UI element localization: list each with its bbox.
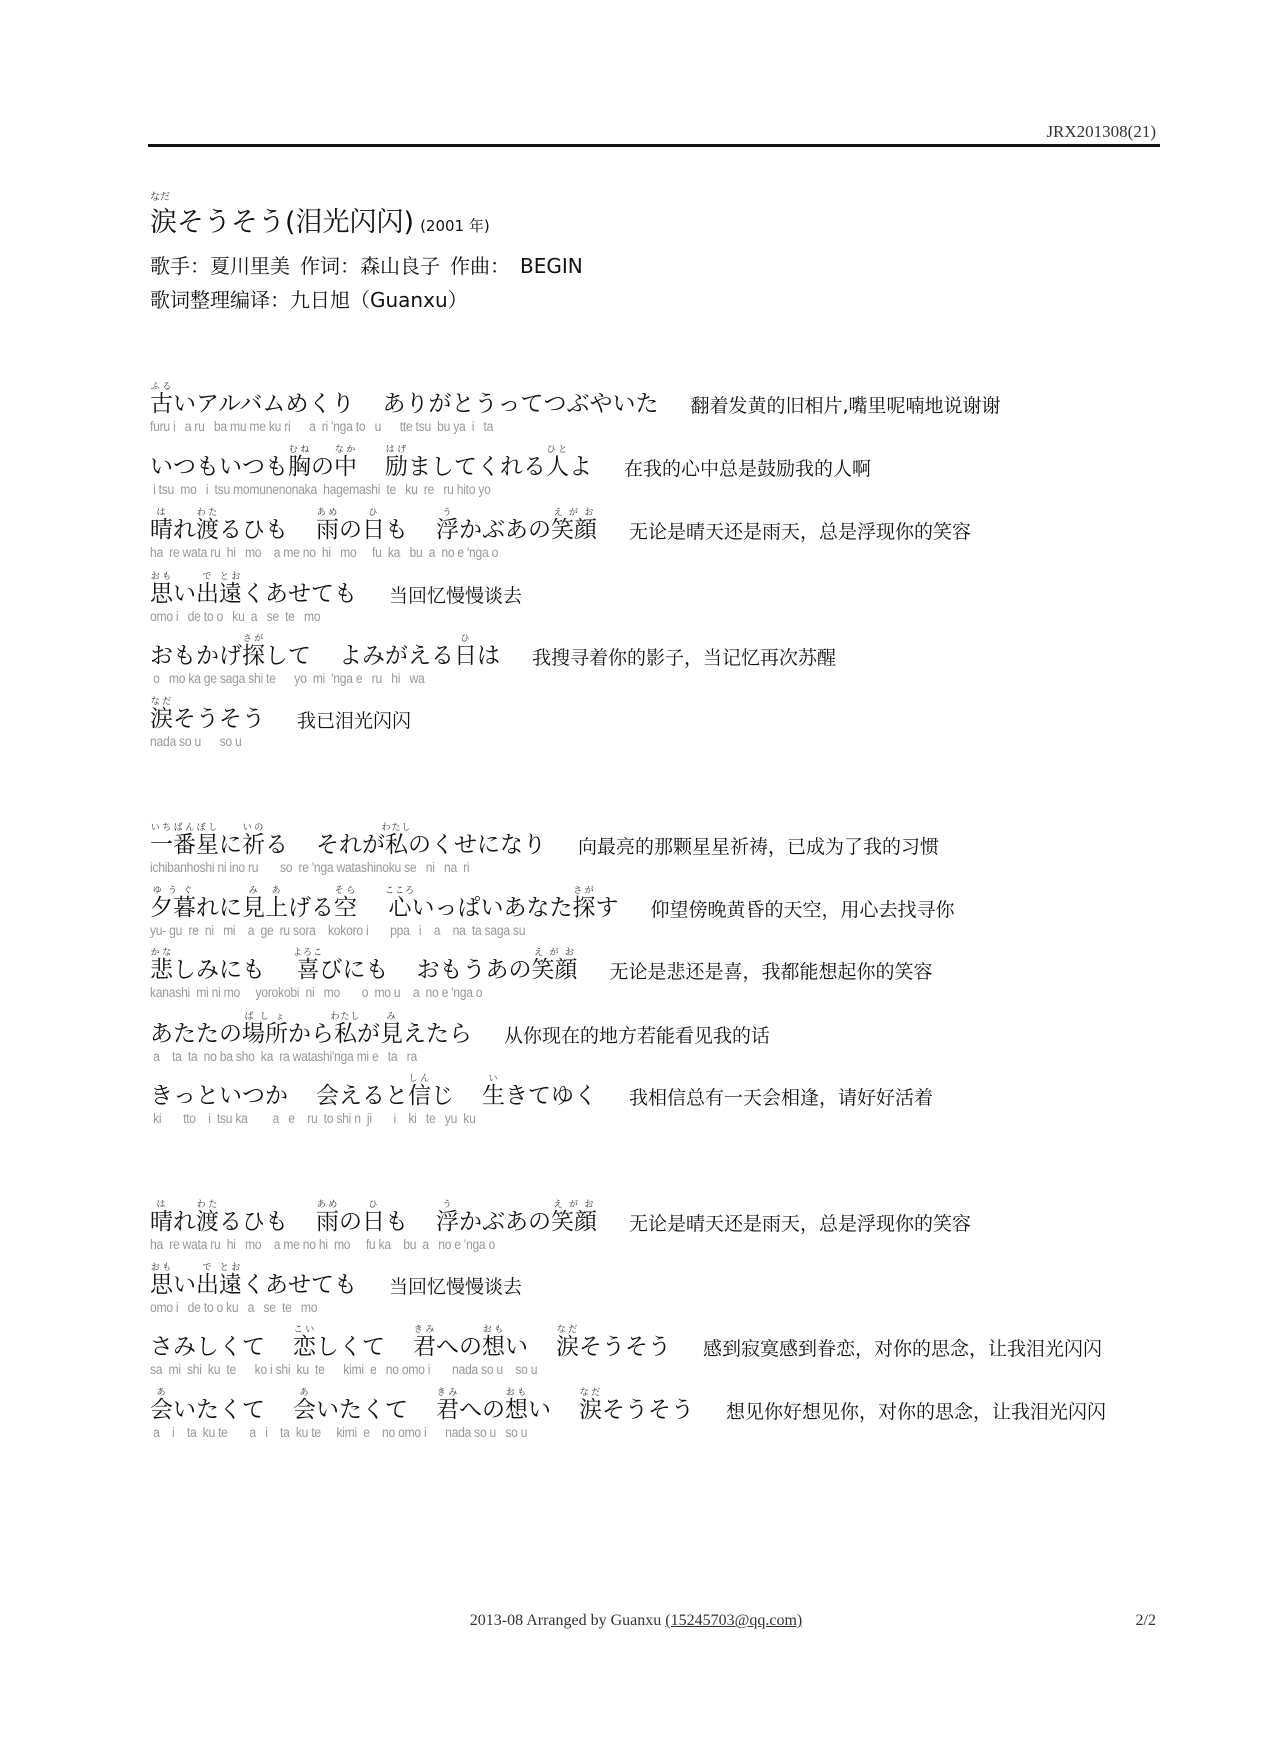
furigana: ひ: [362, 1200, 385, 1210]
kana-text: への: [459, 1397, 505, 1423]
kana-text: の: [339, 517, 362, 543]
lyric-phrase: [150, 1077, 288, 1110]
kana-text: びにも: [319, 957, 389, 983]
kanji-with-furigana: 見上みあ: [242, 886, 288, 921]
lyric-line: [150, 1196, 971, 1260]
kanji-with-furigana: 心こころ: [385, 886, 416, 921]
japanese-lyric: [150, 504, 971, 544]
lyric-phrase: [316, 823, 546, 859]
kana-text: に: [219, 832, 242, 858]
lyric-phrase: [417, 948, 578, 984]
lyric-phrase: [293, 1388, 408, 1424]
furigana: う: [436, 1200, 459, 1210]
japanese-lyric: [150, 1321, 1102, 1361]
furigana: よろこ: [293, 948, 324, 958]
kana-text: きてゆく: [505, 1083, 597, 1109]
kanji-with-furigana: 日ひ: [362, 508, 385, 543]
furigana: おも: [505, 1388, 528, 1398]
furigana: なだ: [556, 1325, 579, 1335]
furigana: きみ: [413, 1325, 436, 1335]
kanji-with-furigana: 君きみ: [436, 1388, 459, 1423]
kanji-with-furigana: 涙なだ: [579, 1388, 602, 1423]
kanji-with-furigana: 恋こい: [293, 1325, 316, 1360]
kana-text: れに: [196, 895, 242, 921]
kanji-with-furigana: 想おも: [482, 1325, 505, 1360]
furigana: むね: [288, 445, 311, 455]
lyric-phrase: [482, 1074, 597, 1110]
furigana: はげ: [385, 445, 408, 455]
chinese-translation: 无论是晴天还是雨天，总是浮现你的笑容: [629, 521, 972, 543]
kana-text: いたくて: [173, 1397, 265, 1423]
lyric-line: [150, 568, 522, 632]
kanji-with-furigana: 見み: [380, 1012, 403, 1047]
lyric-phrase: [385, 886, 619, 922]
kana-text: くあせても: [242, 1272, 357, 1298]
song-title: 涙そうそう(泪光闪闪): [150, 207, 415, 238]
furigana: こい: [293, 1325, 316, 1335]
kanji-with-furigana: 探さが: [572, 886, 596, 921]
furigana: さが: [242, 634, 265, 644]
furigana: こころ: [385, 886, 416, 896]
lyric-phrase: [413, 1325, 528, 1361]
kanji-with-furigana: 場所ばしょ: [242, 1012, 288, 1047]
kanji-with-furigana: 信しん: [408, 1074, 431, 1109]
kanji-with-furigana: 空そら: [334, 886, 357, 921]
kanji-with-furigana: 日ひ: [362, 1200, 385, 1235]
kana-text: れ: [173, 517, 196, 543]
lyric-line: [150, 882, 955, 946]
kanji-with-furigana: 思おも: [150, 572, 173, 607]
kana-text: も: [385, 517, 408, 543]
kanji-with-furigana: 想おも: [505, 1388, 528, 1423]
romaji: ha re wata ru hi mo a me no hi mo fu ka bu a no e 'nga o: [150, 1237, 496, 1252]
japanese-lyric: [150, 378, 1001, 418]
chinese-translation: 无论是悲还是喜，我都能想起你的笑容: [609, 961, 933, 983]
japanese-lyric: [150, 441, 871, 481]
kana-text: じ: [431, 1083, 454, 1109]
kanji-with-furigana: 日ひ: [454, 634, 477, 669]
furigana: とお: [219, 572, 242, 582]
chinese-translation: 仰望傍晚黄昏的天空，用心去找寻你: [650, 899, 955, 921]
japanese-lyric: [150, 1384, 1106, 1424]
kanji-with-furigana: 胸むね: [288, 445, 311, 480]
singer: 歌手：夏川里美: [150, 254, 290, 278]
lyric-line: [150, 944, 933, 1008]
document-id: JRX201308(21): [1046, 122, 1156, 141]
kanji-with-furigana: 笑顔えがお: [531, 948, 578, 983]
chinese-translation: 在我的心中总是鼓励我的人啊: [624, 458, 872, 480]
kanji-with-furigana: 遠とお: [219, 1263, 242, 1298]
furigana: おも: [150, 1263, 173, 1273]
kanji-with-furigana: 渡わた: [196, 1200, 219, 1235]
lyric-line: [150, 504, 971, 568]
lyric-phrase: [436, 1388, 551, 1424]
japanese-lyric: [150, 568, 522, 608]
kanji-with-furigana: 夕暮ゆうぐ: [150, 886, 196, 921]
lyric-phrase: [316, 1074, 454, 1110]
furigana: み: [380, 1012, 403, 1022]
lyric-phrase: [150, 886, 357, 922]
kanji-with-furigana: 悲かな: [150, 948, 173, 983]
chinese-translation: 我相信总有一天会相逢，请好好活着: [629, 1087, 934, 1109]
furigana: あめ: [316, 1200, 339, 1210]
lyric-phrase: [150, 948, 265, 984]
kanji-with-furigana: 古ふる: [150, 382, 173, 417]
furigana: えがお: [531, 948, 578, 958]
furigana: い: [482, 1074, 505, 1084]
japanese-lyric: [150, 693, 411, 733]
chinese-translation: 无论是晴天还是雨天，总是浮现你的笑容: [629, 1213, 972, 1235]
kanji-with-furigana: 一番星いちばんぼし: [150, 823, 219, 858]
kana-text: の: [339, 1209, 362, 1235]
furigana: なだ: [150, 697, 173, 707]
furigana: みあ: [242, 886, 288, 896]
kanji-with-furigana: 浮う: [436, 508, 459, 543]
romaji: ki tto i tsu ka a e ru to shi n ji i ki te yu ku: [150, 1111, 476, 1126]
kanji-with-furigana: 出で: [196, 572, 219, 607]
lyric-line: [150, 1259, 522, 1323]
lyric-phrase: [293, 948, 389, 984]
kana-text: る: [265, 832, 288, 858]
lyric-phrase: [150, 634, 311, 670]
kanji-with-furigana: 人ひと: [546, 445, 569, 480]
furigana: わたし: [330, 1012, 361, 1022]
kana-text: るひも: [219, 1209, 288, 1235]
page-number: 2/2: [1135, 1612, 1156, 1629]
romaji: i tsu mo i tsu momunenonaka hagemashi te ku re ru hito yo: [150, 482, 491, 497]
footer-text: 2013-08 Arranged by Guanxu: [469, 1612, 666, 1629]
furigana: わたし: [381, 823, 412, 833]
lyric-phrase: [556, 1325, 671, 1361]
kanji-with-furigana: 笑顔えがお: [551, 508, 597, 543]
kana-text: いつもいつも: [150, 454, 288, 480]
furigana: は: [150, 508, 173, 518]
lyric-phrase: [150, 572, 357, 608]
kanji-with-furigana: 晴は: [150, 508, 173, 543]
furigana: おも: [482, 1325, 505, 1335]
kana-text: す: [595, 895, 619, 921]
lyric-phrase: [150, 382, 354, 418]
lyric-line: [150, 630, 836, 694]
romaji: ha re wata ru hi mo a me no hi mo fu ka bu a no e 'nga o: [150, 545, 499, 560]
kana-text: いたくて: [316, 1397, 408, 1423]
furigana: ひと: [546, 445, 569, 455]
kana-text: きっといつか: [150, 1083, 288, 1109]
furigana: えがお: [551, 508, 597, 518]
romaji: furu i a ru ba mu me ku ri a ri 'nga to u tte tsu bu ya i ta: [150, 419, 494, 434]
kana-text: 会えると: [316, 1083, 408, 1109]
furigana: えがお: [551, 1200, 597, 1210]
furigana: で: [196, 572, 219, 582]
lyric-phrase: [150, 1388, 265, 1424]
kana-text: れ: [173, 1209, 196, 1235]
kanji-with-furigana: 涙なだ: [150, 697, 173, 732]
japanese-lyric: [150, 819, 939, 859]
lyric-phrase: [436, 1200, 597, 1236]
furigana: ばしょ: [242, 1012, 288, 1022]
kana-text: そうそう: [173, 706, 265, 732]
romaji: ichibanhoshi ni ino ru so re 'nga watashinoku se ni na ri: [150, 860, 470, 875]
japanese-lyric: [150, 944, 933, 984]
kana-text: ありがとうってつぶやいた: [382, 391, 659, 417]
kanji-with-furigana: 会あ: [150, 1388, 173, 1423]
kanji-with-furigana: 雨あめ: [316, 508, 339, 543]
kana-text: への: [436, 1334, 482, 1360]
lyric-phrase: [150, 1263, 357, 1299]
lyric-phrase: [150, 697, 265, 733]
kanji-with-furigana: 浮う: [436, 1200, 459, 1235]
composer: BEGIN: [520, 254, 583, 278]
furigana: は: [150, 1200, 173, 1210]
footer-email: (15245703@qq.com): [665, 1612, 803, 1629]
romaji: o mo ka ge saga shi te yo mi 'nga e ru hi wa: [150, 671, 425, 686]
kana-text: の: [311, 454, 334, 480]
furigana: わた: [196, 508, 219, 518]
chinese-translation: 从你现在的地方若能看见我的话: [504, 1025, 771, 1047]
kana-text: い: [173, 1272, 196, 1298]
credits-line: [150, 250, 583, 279]
kanji-with-furigana: 生い: [482, 1074, 505, 1109]
romaji: a ta ta no ba sho ka ra watashi'nga mi e ta ra: [150, 1049, 417, 1064]
kana-text: あたたの: [150, 1021, 242, 1047]
furigana: そら: [334, 886, 357, 896]
furigana: かな: [150, 948, 173, 958]
furigana: なだ: [579, 1388, 602, 1398]
kanji-with-furigana: 君きみ: [413, 1325, 436, 1360]
chinese-translation: 当回忆慢慢谈去: [389, 585, 523, 607]
kana-text: かぶあの: [459, 517, 551, 543]
kanji-with-furigana: 涙なだ: [556, 1325, 579, 1360]
furigana: なか: [334, 445, 357, 455]
romaji: omo i de to o ku a se te mo: [150, 1300, 318, 1315]
kanji-with-furigana: 出で: [196, 1263, 219, 1298]
kana-text: おもうあの: [416, 957, 532, 983]
lyric-phrase: [316, 1200, 408, 1236]
kana-text: ましてくれる: [408, 454, 546, 480]
kanji-with-furigana: 晴は: [150, 1200, 173, 1235]
chinese-translation: 感到寂寞感到眷恋，对你的思念，让我泪光闪闪: [703, 1338, 1103, 1360]
furigana: ふる: [150, 382, 173, 392]
kana-text: よみがえる: [339, 643, 454, 669]
furigana: ゆうぐ: [150, 886, 196, 896]
kanji-with-furigana: 探さが: [242, 634, 265, 669]
kana-text: かぶあの: [459, 1209, 551, 1235]
kanji-with-furigana: 渡わた: [196, 508, 219, 543]
furigana: しん: [408, 1074, 431, 1084]
chinese-translation: 想见你好想见你，对你的思念，让我泪光闪闪: [726, 1401, 1107, 1423]
kana-text: い: [505, 1334, 528, 1360]
kana-text: るひも: [219, 517, 288, 543]
lyric-phrase: [579, 1388, 694, 1424]
kana-text: のくせになり: [408, 832, 546, 858]
furigana: さが: [572, 886, 596, 896]
chinese-translation: 向最亮的那颗星星祈祷，已成为了我的习惯: [578, 836, 940, 858]
chinese-translation: 我搜寻着你的影子，当记忆再次苏醒: [532, 647, 837, 669]
lyric-line: [150, 693, 411, 757]
furigana: ひ: [362, 508, 385, 518]
lyric-phrase: [436, 508, 597, 544]
kanji-with-furigana: 会あ: [293, 1388, 316, 1423]
kana-text: よ: [569, 454, 592, 480]
japanese-lyric: [150, 882, 955, 922]
kana-text: そうそう: [602, 1397, 694, 1423]
lyric-phrase: [150, 823, 288, 859]
kana-text: しくて: [316, 1334, 385, 1360]
kana-text: いっぱいあなた: [411, 895, 573, 921]
kanji-with-furigana: 遠とお: [219, 572, 242, 607]
lyric-line: [150, 1384, 1106, 1448]
kana-text: は: [477, 643, 500, 669]
furigana: おも: [150, 572, 173, 582]
kana-text: も: [385, 1209, 408, 1235]
japanese-lyric: [150, 630, 836, 670]
kanji-with-furigana: 喜よろこ: [293, 948, 324, 983]
kanji-with-furigana: 励はげ: [385, 445, 408, 480]
romaji: nada so u so u: [150, 734, 242, 749]
furigana: あめ: [316, 508, 339, 518]
furigana: きみ: [436, 1388, 459, 1398]
kana-text: さみしくて: [150, 1334, 265, 1360]
romaji: kanashi mi ni mo yorokobi ni mo o mo u a no e 'nga o: [150, 985, 483, 1000]
chinese-translation: 当回忆慢慢谈去: [389, 1276, 523, 1298]
japanese-lyric: [150, 1196, 971, 1236]
kana-text: それが: [316, 832, 385, 858]
furigana: いの: [242, 823, 265, 833]
footer: [0, 1612, 1272, 1630]
japanese-lyric: [150, 1070, 933, 1110]
kanji-with-furigana: 思おも: [150, 1263, 173, 1298]
kana-text: いアルバムめくり: [173, 391, 355, 417]
furigana: ひ: [454, 634, 477, 644]
kanji-with-furigana: 笑顔えがお: [551, 1200, 597, 1235]
kana-text: して: [265, 643, 311, 669]
song-title-block: [150, 188, 490, 239]
lyric-line: [150, 1008, 770, 1072]
furigana: う: [436, 508, 459, 518]
kana-text: げる: [288, 895, 334, 921]
kana-text: が: [357, 1021, 380, 1047]
lyric-line: [150, 819, 939, 883]
lyric-phrase: [150, 508, 288, 544]
kana-text: おもかげ: [150, 643, 242, 669]
furigana: いちばんぼし: [150, 823, 219, 833]
song-year: (2001 年): [420, 217, 490, 235]
lyric-phrase: [385, 445, 592, 481]
kanji-with-furigana: 祈いの: [242, 823, 265, 858]
lyric-phrase: [150, 445, 357, 481]
romaji: omo i de to o ku a se te mo: [150, 609, 321, 624]
kana-text: そうそう: [579, 1334, 671, 1360]
kana-text: しみにも: [173, 957, 265, 983]
lyric-line: [150, 1321, 1102, 1385]
japanese-lyric: [150, 1259, 522, 1299]
composer-label: 作曲：: [450, 254, 510, 278]
lyric-phrase: [293, 1325, 385, 1361]
furigana: あ: [293, 1388, 316, 1398]
kana-text: い: [173, 581, 196, 607]
kanji-with-furigana: 中なか: [334, 445, 357, 480]
furigana: わた: [196, 1200, 219, 1210]
kanji-with-furigana: 私わたし: [330, 1012, 361, 1047]
kana-text: から: [288, 1021, 334, 1047]
title-furigana: なだ: [150, 192, 170, 203]
arranger: 歌词整理编译：九日旭（Guanxu）: [150, 288, 468, 312]
lyric-phrase: [150, 1328, 265, 1361]
romaji: a i ta ku te a i ta ku te kimi e no omo i nada so u so u: [150, 1425, 528, 1440]
lyric-phrase: [150, 1200, 288, 1236]
romaji: yu- gu re ni mi a ge ru sora kokoro i ppa i a na ta saga su: [150, 923, 526, 938]
furigana: で: [196, 1263, 219, 1273]
lyric-line: [150, 378, 1001, 442]
kanji-with-furigana: 私わたし: [381, 823, 412, 858]
lyric-line: [150, 1070, 933, 1134]
kana-text: い: [528, 1397, 551, 1423]
japanese-lyric: [150, 1008, 770, 1048]
lyric-phrase: [150, 1012, 472, 1048]
romaji: sa mi shi ku te ko i shi ku te kimi e no omo i nada so u so u: [150, 1362, 538, 1377]
furigana: とお: [219, 1263, 242, 1273]
furigana: あ: [150, 1388, 173, 1398]
lyric-phrase: [316, 508, 408, 544]
kana-text: くあせても: [242, 581, 357, 607]
kana-text: えたら: [403, 1021, 472, 1047]
lyric-phrase: [339, 634, 500, 670]
chinese-translation: 翻着发黄的旧相片,嘴里呢喃地说谢谢: [690, 395, 1001, 417]
chinese-translation: 我已泪光闪闪: [297, 710, 412, 732]
header-rule: [148, 144, 1160, 147]
lyric-line: [150, 441, 871, 505]
lyricist: 作词：森山良子: [300, 254, 440, 278]
kanji-with-furigana: 雨あめ: [316, 1200, 339, 1235]
lyric-phrase: [382, 385, 658, 418]
